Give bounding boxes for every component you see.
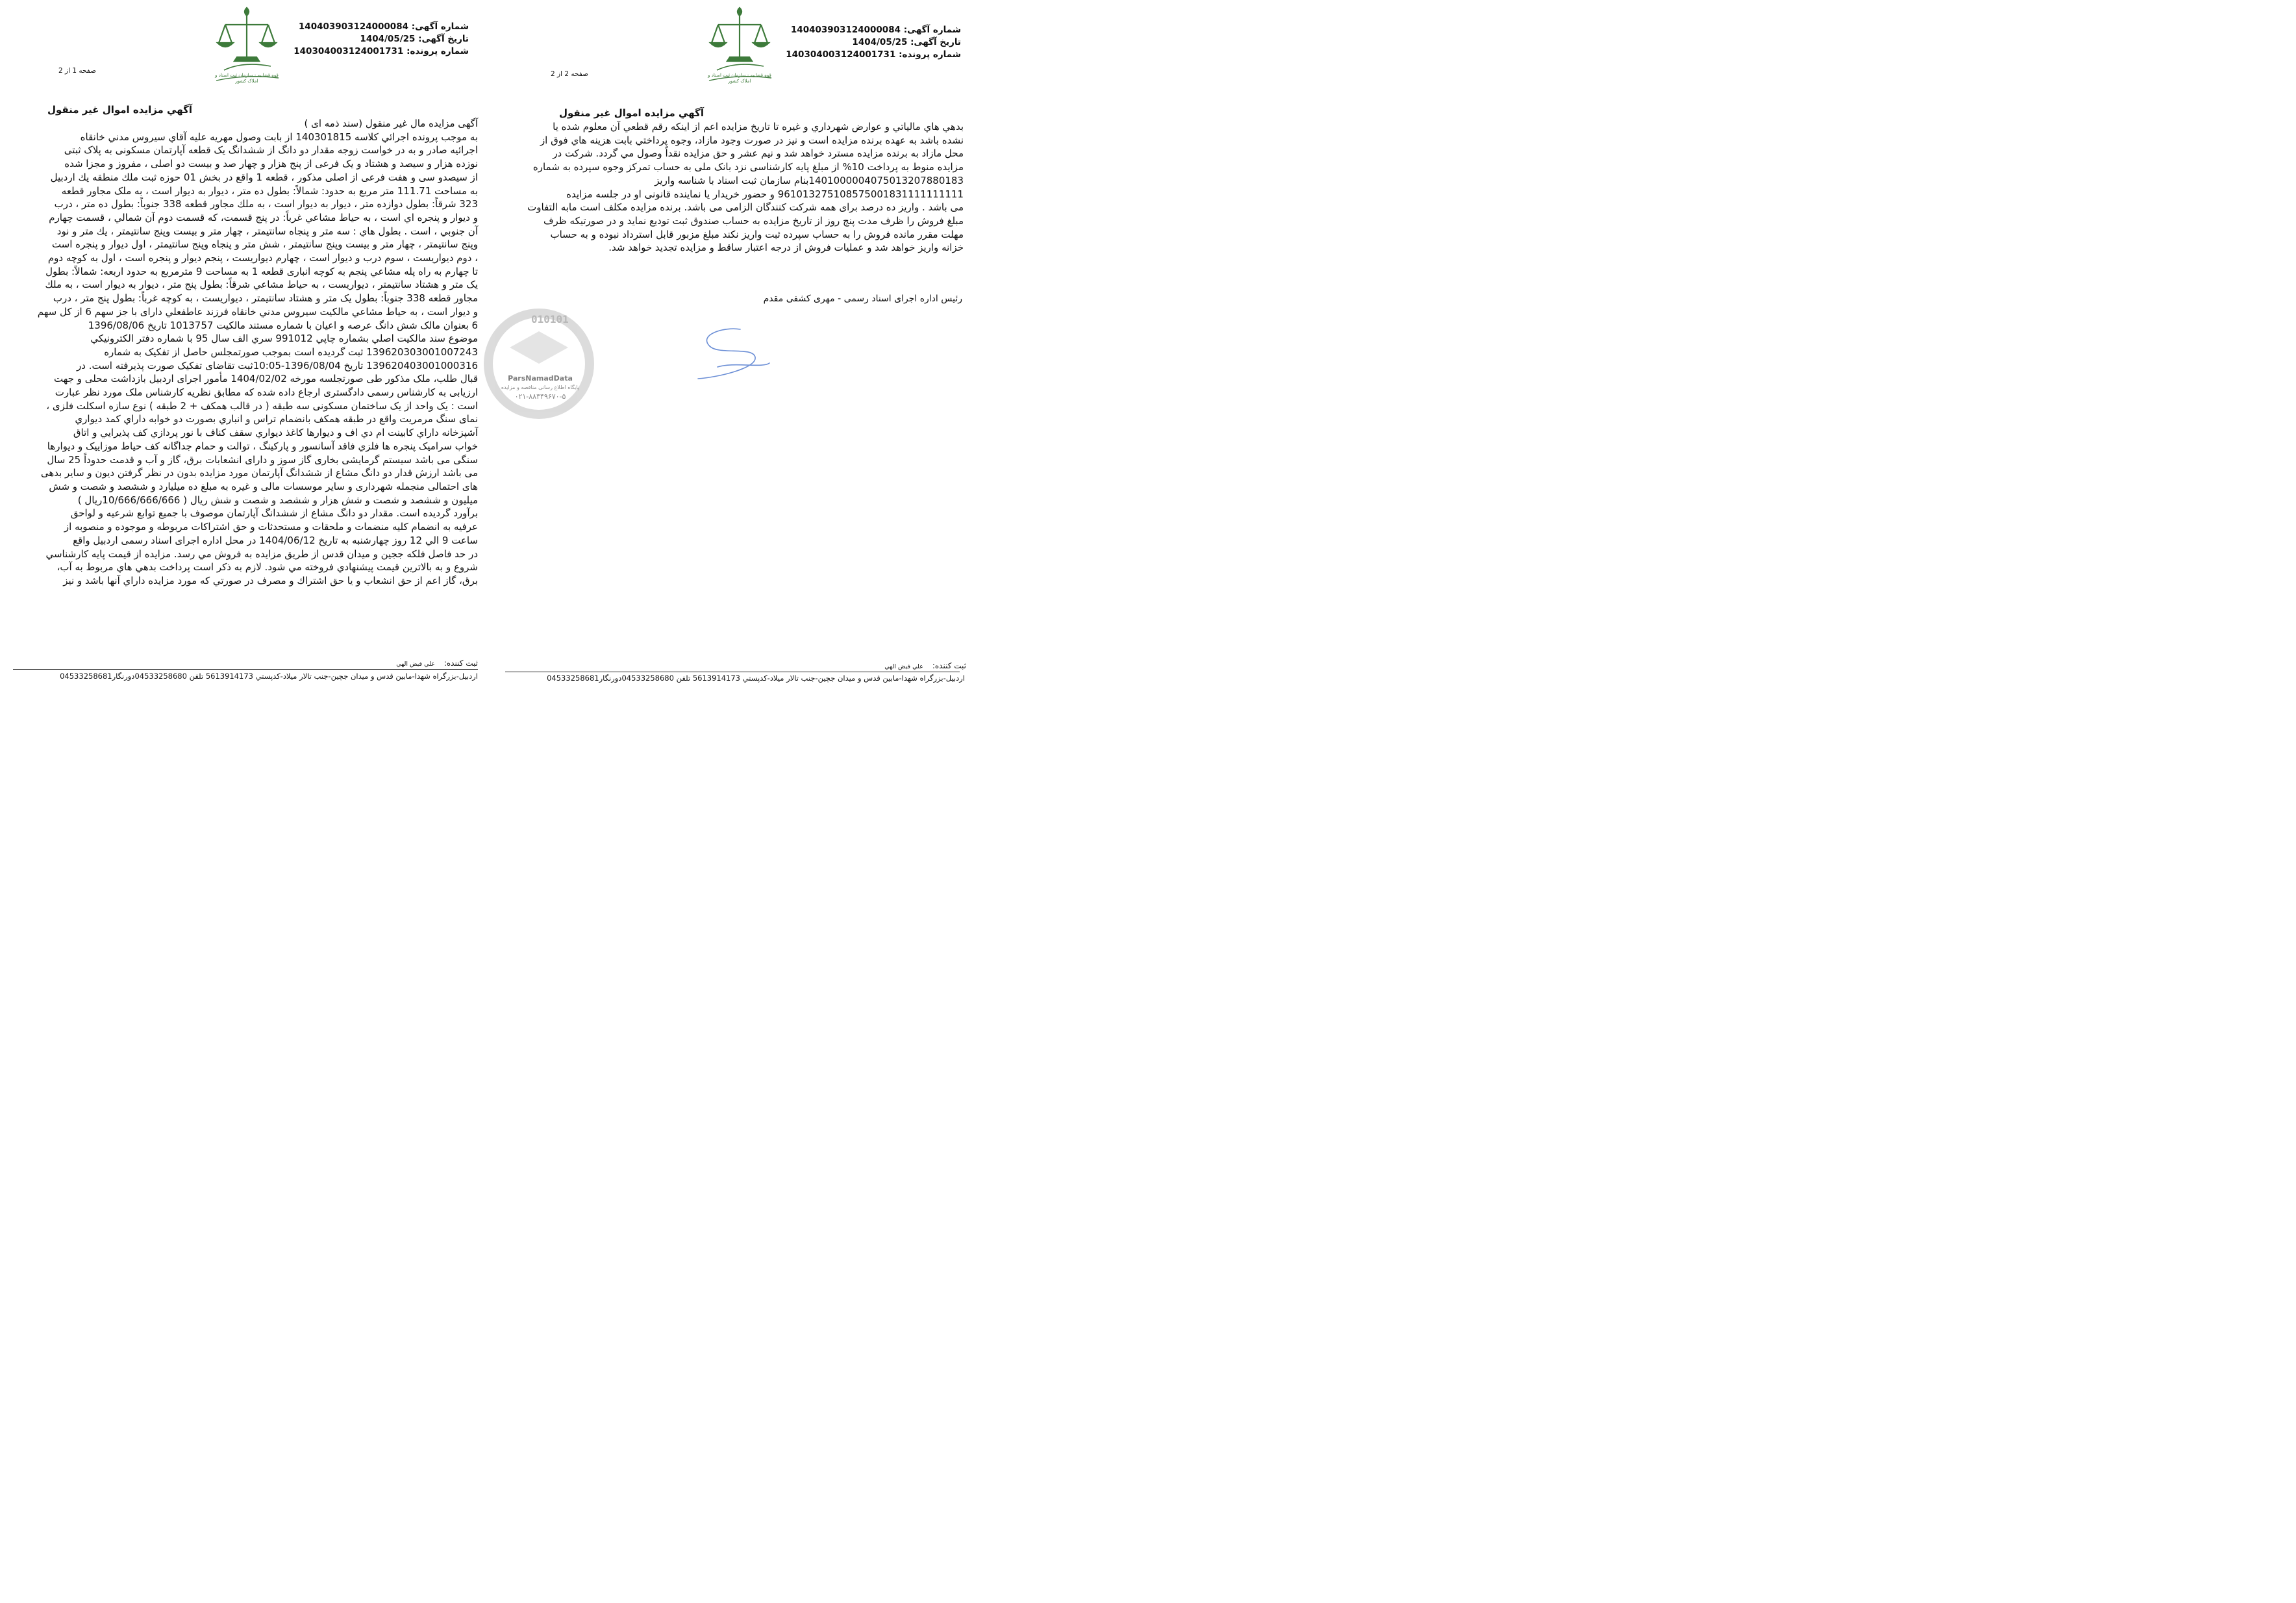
body-line: 6 بعنوان مالک شش دانگ عرصه و اعيان با شماره مستند مالكيت 1013757 تاريخ 1396/08/06 [88,319,478,331]
notice-body [14,117,478,588]
file-number: 140304003124001731 [786,49,896,60]
body-line: 139620403001000316 تاريخ 1396/08/04-10:05ثبت تقاضاى تفكيک صورت پذيرفته است. در [77,359,478,372]
body-line: مهلت مقرر مانده فروش را به حساب سپرده ثبت واريز نكند مبلغ مزبور قابل استرداد نبوده و به حساب [550,228,964,240]
body-line: مزايده منوط به پرداخت 10% از مبلغ پايه كارشناسی نزد بانک ملی به حساب تمركز وجوه سپرده به شماره [532,161,964,173]
notice-number: 140403903124000084 [790,25,901,35]
notice-number: 140403903124000084 [298,21,408,32]
body-line: به موجب پرونده اجرائي كلاسه 140301815 از بابت وصول مهريه عليه آقاي سيروس مدني خانقاه [80,131,478,143]
body-line: در حد فاصل فلكه ججين و ميدان قدس از طريق مزايده به فروش مي رسد. مزايده از قيمت پايه كارشناسي [45,548,478,560]
body-line: است : یک واحد از یک ساختمان مسکونی سه طبقه ( در قالب همکف + 2 طبقه ) نوع سازه اسکلت فلزی ، [46,399,478,412]
watermark-brand: ParsNamadData [508,374,573,383]
watermark-phone: ۰۲۱-۸۸۳۴۹۶۷۰-۵ [514,392,566,401]
body-line: خواب سراميک پنجره ها فلزي فاقد آسانسور و پاركينگ ، توالت و حمام جداگانه كف حياط موزاييک و ديوارها [47,440,478,452]
notice-date: 1404/05/25 [852,37,908,47]
page-number: صفحه 2 از 2 [551,70,589,78]
body-line: عرفيه به انضمام كليه منضمات و ملحقات و مستحدثات و حق اشتراكات مربوطه و موجوده و منصوبه از [64,521,478,533]
registrar-row [396,659,478,668]
notice-meta [786,24,961,61]
body-line: آن جنوبي ، است . بطول هاي : سه متر و پنجاه سانتيمتر ، چهار متر و بيست وپنج سانتيمتر ، يك متر و نود [56,225,478,237]
body-line: برآورد گردیده است. مقدار دو دانگ مشاع از ششدانگ آپارتمان موصوف با جميع توابع شرعيه و لواحق [70,507,478,520]
judiciary-emblem-icon [211,5,282,83]
judiciary-emblem-icon [704,5,775,83]
file-number: 140304003124001731 [293,46,404,57]
body-line: آگهی مزایده مال غیر منقول (سند ذمه ای ) [304,118,478,129]
body-line: موضوع سند مالكيت اصلي بشماره چاپي 991012 سري الف سال 95 با شماره دفتر الكترونيكي [90,333,478,345]
body-line: يک متر و هشتاد سانتيمتر ، ديواريست ، به حياط مشاعي شرقاً: بطول پنج متر ، ديوار به ديوار است ، به ملك [45,279,478,291]
body-line: و ديوار و پنجره اي است ، به حياط مشاعي غرباً: در پنج قسمت، كه قسمت دوم آن شمالي ، قسمت چهارم [49,211,478,223]
notice-title: آگهي مزايده اموال غير منقول [558,107,704,119]
page-number: صفحه 1 از 2 [58,67,97,75]
body-line: به مساحت 111.71 متر مربع به حدود: شمالاً: بطول ده متر ، ديوار به ديوار است ، به ملک مجاور قطعه [61,184,478,197]
body-line: برق، گاز اعم از حق انشعاب و يا حق اشتراك و مصرف در صورتي كه مورد مزايده داراي آنها باشد و نيز [63,574,478,587]
body-line: سنگی می باشد سیستم گرمایشی بخاری گاز سوز و دارای انشعابات برق، گاز و آب و قدمت حدوداً 25 سال [47,453,478,466]
notice-meta [293,21,469,58]
body-line: وپنج سانتيمتر ، چهار متر و بيست وپنج سانتيمتر ، شش متر و پنجاه وپنج سانتيمتر ، اول ديوار و پنجره است [51,238,478,251]
page-1 [0,0,503,717]
body-line: بدهي هاي مالياتي و عوارض شهرداري و غيره تا تاريخ مزايده اعم از اينكه رقم قطعي آن معلوم شده يا [553,121,964,133]
body-line: میلیون و ششصد و شصت و شش هزار و ششصد و شصت و شش ريال ( 10/666/666/666ريال ) [77,494,478,506]
notice-title: آگهي مزايده اموال غير منقول [47,104,192,116]
registrar-row [884,661,966,670]
body-line: 139620303001007243 ثبت گرديده است بموجب صورتمجلس حاصل از تفكيک به شماره [104,346,478,358]
watermark-tagline: پایگاه اطلاع رسانی مناقصه و مزایده [501,385,580,390]
signature-icon [679,322,773,386]
body-line: شروع و به بالاترين قيمت پيشنهادي فروخته مي شود. لازم به ذكر است پرداخت بدهي هاي مربوط به آب، [56,561,478,574]
body-line: 961013275108575001831111111111 و حضور خريدار يا نماينده قانونی او در جلسه مزايده [566,188,964,200]
notice-number-row: شماره آگهی: 140403903124000084 [790,25,961,35]
body-line: های احتمالی منجمله شهرداری و سایر موسسات مالی و غیره به مبلغ ده میلیارد و ششصد و شصت و شش [49,480,478,492]
notice-number-row: شماره آگهی: 140403903124000084 [298,21,469,32]
body-line: قبال طلب، ملک مذکور طی صورتجلسه مورخه 1404/02/02 مأمور اجرای اردبیل بازداشت محلی و جهت [54,373,478,385]
watermark-digits: 010101 [531,313,569,325]
body-line: از سیصدو سی و هفت فرعی از اصلی مذکور ، قطعه 1 واقع در بخش 01 حوزه ثبت ملك منطقه يك اردبيل [50,171,478,183]
body-line: می باشد . واريز ده درصد برای همه شركت كنندگان الزامی می باشد. برنده مزايده مكلف است مابه التفاوت [527,201,964,214]
file-number-row: شماره پرونده: 140304003124001731 [293,46,469,57]
file-number-row: شماره پرونده: 140304003124001731 [786,49,961,60]
body-line: 323 شرقاً: بطول دوازده متر ، ديوار به ديوار است ، به ملك مجاور قطعه 338 جنوباً: بطول ده متر ، درب [54,198,478,210]
notice-date-row: تاریخ آگهی: 1404/05/25 [360,34,469,44]
notice-date-row: تاریخ آگهی: 1404/05/25 [852,37,961,47]
body-line: تا چهارم به راه پله مشاعي پنجم به كوچه انباری قطعه 1 به مساحت 9 مترمربع به حدود اربعه: شمالاً: بطول [45,265,478,277]
footer-address: اردبيل-بزرگراه شهدا-مابين قدس و ميدان جچين-جنب تالار ميلاد-كدپستي 5613914173 تلفن 04533258680دورنگار04533258681 [60,672,478,681]
registrar-name: علي فيض الهي [396,661,435,668]
office-chief: رئیس اداره اجرای اسناد رسمی - مهری کشفی مقدم [763,294,962,304]
notice-date: 1404/05/25 [360,34,416,44]
notice-body [497,120,964,255]
body-line: ساعت 9 الي 12 روز چهارشنبه به تاريخ 1404/06/12 در محل اداره اجرای اسناد رسمی اردبیل واقع [73,534,478,546]
registrar-label: ثبت کننده: [443,659,478,668]
body-line: 1401000004075013207880183بنام سازمان ثبت اسناد با شناسه واريز [655,174,964,186]
body-line: مبلغ فروش را ظرف مدت پنج روز از تاريخ مزايده به حساب صندوق ثبت توديع نمايد و در صورتيكه ظرف [543,214,964,227]
body-line: نشده باشد به عهده برنده مزايده است و نيز در صورت وجود مازاد، وجوه پرداختي بابت هزينه هاي فوق از [540,134,964,146]
body-line: نوزده هزار و سیصد و هشتاد و یک فرعی از پنج هزار و چهار صد و بیست دو اصلی ، مفروز و مجزا شده [64,158,478,170]
registrar-label: ثبت کننده: [932,661,966,670]
emblem-caption: قوه قضاییه - سازمان ثبت اسناد و املاک کشور [708,73,771,84]
body-line: محل مازاد به برنده مزايده مسترد خواهد شد و نيم عشر و حق مزايده نقداً وصول مي گردد. شركت در [553,147,964,160]
footer-divider [13,669,478,670]
body-line: خزانه واريز خواهد شد و عمليات فروش از درجه اعتبار ساقط و مزايده تجديد خواهد شد. [608,242,964,254]
emblem-caption: قوه قضاییه - سازمان ثبت اسناد و املاک کشور [215,73,279,84]
body-line: اجرائيه صادر و به در خواست زوجه مقدار دو دانگ از ششدانگ یک قطعه آپارتمان مسکونی به پلاک ثبتی [64,144,478,157]
registrar-name: علي فيض الهي [884,663,923,670]
body-line: مجاور قطعه 338 جنوباً: بطول يک متر و هشتاد سانتيمتر ، ديواريست ، به كوچه غرباً: بطول پنج متر ، درب [53,292,478,305]
body-line: آشپزخانه داراي كابينت ام دي اف و ديوارها كاغذ ديواري سقف كناف با نور پردازي كف پذيرايي و اتاق [73,427,478,439]
body-line: نمای سنگ مرمریت واقع در طبقه همکف بانضمام تراس و انباري بصورت دو خوابه داراي كمد ديواري [75,413,478,425]
body-line: می باشد ارزش قدار دو دانگ مشاع از ششدانگ آپارتمان مورد مزایده بدون در نظر گرفتن دیون و سایر بدهی [40,467,478,479]
body-line: و ديوار است ، به حياط مشاعي مالكيت سيروس مدني خانقاه فرزند عاطفعلي داراى با جز سهم 6 از كل سهم [37,305,478,318]
footer-address: اردبيل-بزرگراه شهدا-مابين قدس و ميدان جچين-جنب تالار ميلاد-كدپستي 5613914173 تلفن 04533258680دورنگار04533258681 [547,674,965,683]
body-line: ارزیابی به کارشناس رسمی دادگستری ارجاع داده شده که مطابق نظریه کارشناس ملک مورد نظر عبارت [55,386,478,399]
body-line: ، دوم ديواريست ، سوم درب و ديوار است ، چهارم ديواريست ، پنجم ديوار و پنجره است ، اول به كوچه دوم [47,252,478,264]
